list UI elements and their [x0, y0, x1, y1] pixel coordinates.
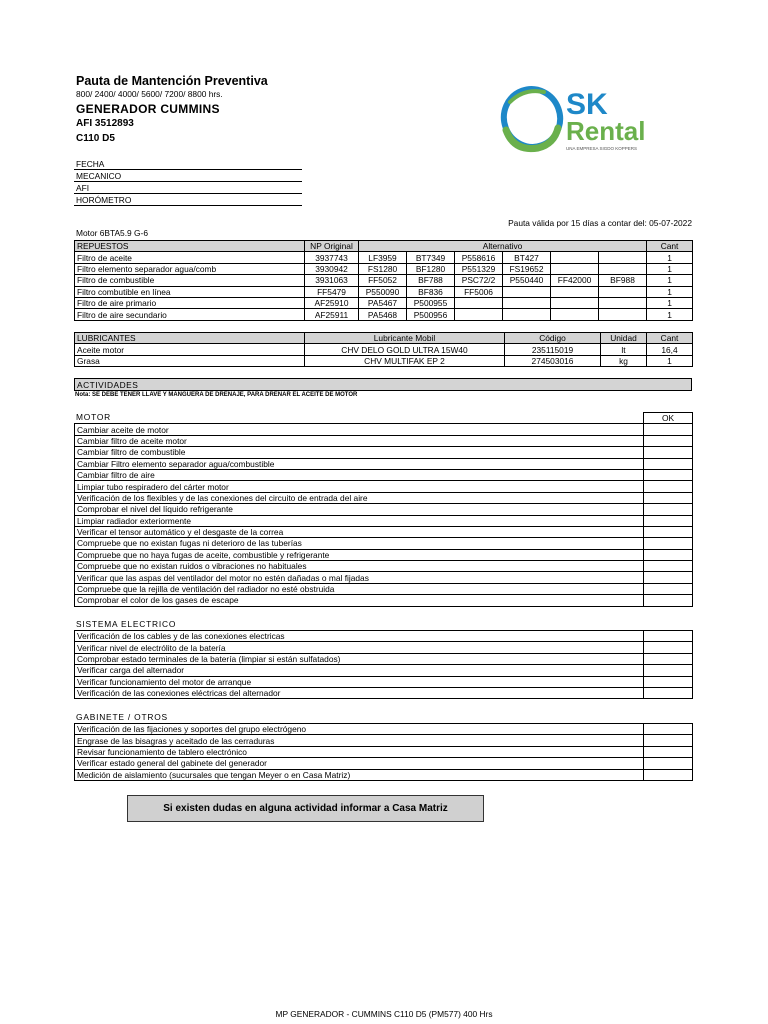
part-np: 3937743	[305, 252, 359, 263]
checklist-ok-cell[interactable]	[644, 492, 693, 503]
checklist-ok-cell[interactable]	[644, 458, 693, 469]
checklist-ok-cell[interactable]	[644, 724, 693, 735]
part-alt	[599, 263, 647, 274]
part-alt: BF836	[407, 286, 455, 297]
checklist-item: Cambiar Filtro elemento separador agua/combustible	[75, 458, 644, 469]
checklist-row	[75, 469, 693, 480]
checklist-row	[75, 504, 693, 515]
checklist-row	[75, 665, 693, 676]
part-np: FF5479	[305, 286, 359, 297]
checklist-row	[75, 538, 693, 549]
np-original-header: NP Original	[305, 241, 359, 252]
part-alt	[503, 297, 551, 308]
checklist-item: Cambiar aceite de motor	[75, 424, 644, 435]
checklist-row	[75, 481, 693, 492]
checklist-ok-cell[interactable]	[644, 583, 693, 594]
checklist-item: Compruebe que no haya fugas de aceite, combustible y refrigerante	[75, 549, 644, 560]
part-alt	[455, 309, 503, 320]
checklist-ok-cell[interactable]	[644, 435, 693, 446]
lubricantes-table	[74, 332, 693, 367]
checklist-item: Limpiar radiador exteriormente	[75, 515, 644, 526]
part-alt: PA5468	[359, 309, 407, 320]
part-alt: PA5467	[359, 297, 407, 308]
generator-name: GENERADOR CUMMINS	[76, 102, 220, 116]
lub-cant: 1	[647, 355, 693, 366]
part-alt	[503, 286, 551, 297]
checklist-item: Revisar funcionamiento de tablero electrónico	[75, 746, 644, 757]
checklist-row	[75, 572, 693, 583]
alternativo-header: Alternativo	[359, 241, 647, 252]
checklist-item: Verificar carga del alternador	[75, 665, 644, 676]
checklist-item: Verificar el tensor automático y el desgaste de la correa	[75, 526, 644, 537]
checklist-ok-cell[interactable]	[644, 595, 693, 606]
checklist-item: Verificar funcionamiento del motor de arranque	[75, 676, 644, 687]
gabinete-section-label: GABINETE / OTROS	[76, 712, 168, 722]
page-footer: MP GENERADOR - CUMMINS C110 D5 (PM577) 400 Hrs	[275, 1009, 493, 1019]
part-name: Filtro de combustible	[75, 275, 305, 286]
checklist-row	[75, 758, 693, 769]
part-alt	[599, 286, 647, 297]
gabinete-checklist	[74, 723, 693, 781]
table-row	[75, 344, 693, 355]
checklist-item: Cambiar filtro de aire	[75, 469, 644, 480]
logo-sk-text: SK	[566, 88, 608, 121]
part-cant: 1	[647, 252, 693, 263]
checklist-row	[75, 642, 693, 653]
part-alt: LF3959	[359, 252, 407, 263]
lub-unidad: lt	[601, 344, 647, 355]
part-alt: P550090	[359, 286, 407, 297]
part-alt	[599, 252, 647, 263]
lub-mobil: CHV DELO GOLD ULTRA 15W40	[305, 344, 505, 355]
table-row	[75, 252, 693, 263]
table-row	[75, 275, 693, 286]
part-alt	[551, 309, 599, 320]
part-name: Filtro de aire secundario	[75, 309, 305, 320]
checklist-row	[75, 435, 693, 446]
unidad-header: Unidad	[601, 333, 647, 344]
checklist-item: Comprobar estado terminales de la batería (limpiar si están sulfatados)	[75, 653, 644, 664]
cant-header: Cant	[647, 333, 693, 344]
part-np: 3930942	[305, 263, 359, 274]
repuestos-header: REPUESTOS	[75, 241, 305, 252]
part-cant: 1	[647, 286, 693, 297]
checklist-row	[75, 735, 693, 746]
table-row	[75, 286, 693, 297]
checklist-row	[75, 653, 693, 664]
checklist-ok-cell[interactable]	[644, 515, 693, 526]
electrico-checklist	[74, 630, 693, 699]
checklist-row	[75, 515, 693, 526]
checklist-row	[75, 561, 693, 572]
logo-rental-text: Rental	[566, 116, 646, 146]
part-name: Filtro de aire primario	[75, 297, 305, 308]
part-alt: P550440	[503, 275, 551, 286]
checklist-row	[75, 526, 693, 537]
motor-checklist	[74, 412, 693, 607]
checklist-row	[75, 458, 693, 469]
checklist-ok-cell[interactable]	[644, 469, 693, 480]
checklist-row	[75, 746, 693, 757]
checklist-ok-cell[interactable]	[644, 687, 693, 698]
fecha-field[interactable]: FECHA	[74, 158, 302, 170]
motor-section-label: MOTOR	[76, 412, 112, 422]
lub-name: Aceite motor	[75, 344, 305, 355]
part-alt: BF788	[407, 275, 455, 286]
part-cant: 1	[647, 309, 693, 320]
part-name: Filtro de aceite	[75, 252, 305, 263]
lub-name: Grasa	[75, 355, 305, 366]
part-name: Filtro combutible en línea	[75, 286, 305, 297]
logo-tagline: UNA EMPRESA SIGDO KOPPERS	[566, 146, 638, 151]
cant-header: Cant	[647, 241, 693, 252]
checklist-ok-cell[interactable]	[644, 769, 693, 780]
model-number: C110 D5	[76, 133, 115, 144]
part-alt: P500955	[407, 297, 455, 308]
checklist-row	[75, 676, 693, 687]
checklist-row	[75, 687, 693, 698]
mobil-header: Lubricante Mobil	[305, 333, 505, 344]
checklist-item: Verificación de las conexiones eléctricas del alternador	[75, 687, 644, 698]
lub-mobil: CHV MULTIFAK EP 2	[305, 355, 505, 366]
checklist-ok-cell[interactable]	[644, 653, 693, 664]
table-row	[75, 309, 693, 320]
checklist-item: Compruebe que no existan fugas ni deterioro de las tuberías	[75, 538, 644, 549]
lub-cant: 16,4	[647, 344, 693, 355]
casa-matriz-notice: Si existen dudas en alguna actividad informar a Casa Matriz	[127, 795, 484, 822]
checklist-ok-cell[interactable]	[644, 538, 693, 549]
afi-field[interactable]: AFI	[74, 182, 302, 194]
afi-number: AFI 3512893	[76, 118, 134, 129]
checklist-item: Comprobar el nivel del líquido refrigerante	[75, 504, 644, 515]
checklist-row	[75, 631, 693, 642]
part-alt	[455, 297, 503, 308]
checklist-ok-cell[interactable]	[644, 481, 693, 492]
checklist-row	[75, 492, 693, 503]
checklist-item: Verificación de los flexibles y de las conexiones del circuito de entrada del aire	[75, 492, 644, 503]
checklist-ok-cell[interactable]	[644, 447, 693, 458]
checklist-row	[75, 424, 693, 435]
ok-header-row	[75, 413, 693, 424]
part-alt: FF5052	[359, 275, 407, 286]
horometro-field[interactable]: HORÓMETRO	[74, 194, 302, 206]
repuestos-table	[74, 240, 693, 321]
checklist-item: Cambiar filtro de combustible	[75, 447, 644, 458]
checklist-row	[75, 724, 693, 735]
checklist-row	[75, 447, 693, 458]
checklist-ok-cell[interactable]	[644, 735, 693, 746]
checklist-item: Verificar nivel de electrólito de la batería	[75, 642, 644, 653]
repuestos-header-row	[75, 241, 693, 252]
checklist-ok-cell[interactable]	[644, 572, 693, 583]
part-alt: BF1280	[407, 263, 455, 274]
checklist-ok-cell[interactable]	[644, 526, 693, 537]
checklist-item: Comprobar el color de los gases de escape	[75, 595, 644, 606]
lubricantes-header-row	[75, 333, 693, 344]
part-alt	[599, 297, 647, 308]
part-alt: P558616	[455, 252, 503, 263]
checklist-row	[75, 583, 693, 594]
part-cant: 1	[647, 275, 693, 286]
service-hours: 800/ 2400/ 4000/ 5600/ 7200/ 8800 hrs.	[76, 89, 223, 99]
part-alt	[551, 252, 599, 263]
actividades-note: Nota: SE DEBE TENER LLAVE Y MANGUERA DE DRENAJE, PARA DRENAR EL ACEITE DE MOTOR	[75, 392, 358, 398]
lub-unidad: kg	[601, 355, 647, 366]
part-alt: FF5006	[455, 286, 503, 297]
checklist-item: Limpiar tubo respiradero del cárter motor	[75, 481, 644, 492]
lub-codigo: 274503016	[505, 355, 601, 366]
checklist-row	[75, 549, 693, 560]
codigo-header: Código	[505, 333, 601, 344]
actividades-header: ACTIVIDADES	[74, 378, 692, 391]
part-np: 3931063	[305, 275, 359, 286]
checklist-item: Cambiar filtro de aceite motor	[75, 435, 644, 446]
checklist-item: Medición de aislamiento (sucursales que tengan Meyer o en Casa Matriz)	[75, 769, 644, 780]
electrico-section-label: SISTEMA ELECTRICO	[76, 619, 177, 629]
part-alt: P500956	[407, 309, 455, 320]
checklist-ok-cell[interactable]	[644, 424, 693, 435]
part-alt: PSC72/2	[455, 275, 503, 286]
part-alt	[503, 309, 551, 320]
part-alt: FS1280	[359, 263, 407, 274]
part-alt: FF42000	[551, 275, 599, 286]
checklist-row	[75, 769, 693, 780]
checklist-item: Engrase de las bisagras y aceitado de las cerraduras	[75, 735, 644, 746]
part-alt	[551, 263, 599, 274]
sk-rental-logo	[494, 80, 672, 158]
part-np: AF25911	[305, 309, 359, 320]
checklist-ok-cell[interactable]	[644, 631, 693, 642]
part-alt: BT427	[503, 252, 551, 263]
mecanico-field[interactable]: MECANICO	[74, 170, 302, 182]
checklist-item: Verificación de los cables y de las conexiones electricas	[75, 631, 644, 642]
part-alt: FS19652	[503, 263, 551, 274]
lub-codigo: 235115019	[505, 344, 601, 355]
checklist-ok-cell[interactable]	[644, 676, 693, 687]
validity-text: Pauta válida por 15 días a contar del: 05-07-2022	[508, 218, 692, 228]
part-alt	[551, 297, 599, 308]
checklist-item: Compruebe que la rejilla de ventilación del radiador no esté obstruida	[75, 583, 644, 594]
part-np: AF25910	[305, 297, 359, 308]
part-cant: 1	[647, 263, 693, 274]
part-alt	[599, 309, 647, 320]
part-cant: 1	[647, 297, 693, 308]
checklist-ok-cell[interactable]	[644, 549, 693, 560]
part-alt: BF988	[599, 275, 647, 286]
lubricantes-header: LUBRICANTES	[75, 333, 305, 344]
document-title: Pauta de Mantención Preventiva	[76, 74, 268, 88]
checklist-ok-cell[interactable]	[644, 746, 693, 757]
checklist-ok-cell[interactable]	[644, 561, 693, 572]
checklist-item: Compruebe que no existan ruidos o vibraciones no habituales	[75, 561, 644, 572]
checklist-item: Verificar que las aspas del ventilador del motor no estén dañadas o mal fijadas	[75, 572, 644, 583]
checklist-ok-cell[interactable]	[644, 642, 693, 653]
part-name: Filtro elemento separador agua/comb	[75, 263, 305, 274]
checklist-ok-cell[interactable]	[644, 665, 693, 676]
checklist-ok-cell[interactable]	[644, 504, 693, 515]
logo-swoosh-icon	[494, 80, 672, 158]
part-alt: P551329	[455, 263, 503, 274]
ok-header: OK	[644, 413, 693, 424]
motor-model: Motor 6BTA5.9 G-6	[76, 228, 148, 238]
table-row	[75, 297, 693, 308]
checklist-item: Verificación de las fijaciones y soportes del grupo electrógeno	[75, 724, 644, 735]
table-row	[75, 263, 693, 274]
checklist-item: Verificar estado general del gabinete del generador	[75, 758, 644, 769]
checklist-ok-cell[interactable]	[644, 758, 693, 769]
part-alt: BT7349	[407, 252, 455, 263]
part-alt	[551, 286, 599, 297]
checklist-row	[75, 595, 693, 606]
table-row	[75, 355, 693, 366]
